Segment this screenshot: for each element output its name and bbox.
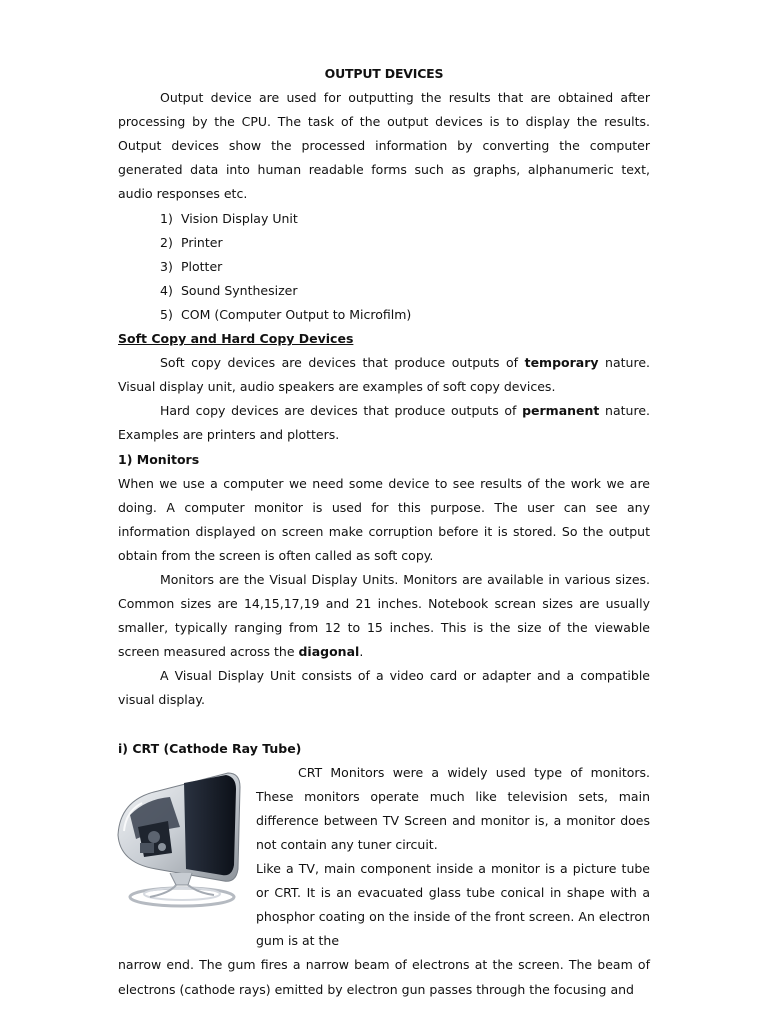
monitors-paragraph-2: Monitors are the Visual Display Units. Monitors are available in various sizes. Common sizes are 14,15,17,19 and 21 inches. Notebook screan sizes are usually smaller, typically ranging from 12 to 15 inches. This is the size of the viewable screen measured across the diagonal. xyxy=(118,571,650,660)
temporary-term: temporary xyxy=(524,355,599,371)
list-item xyxy=(160,231,650,255)
list-item xyxy=(160,255,650,279)
list-number: 2) xyxy=(160,234,173,250)
diagonal-term: diagonal xyxy=(298,644,360,660)
list-label: Vision Display Unit xyxy=(181,210,298,226)
monitors-paragraph-1: When we use a computer we need some device to see results of the work we are doing. A computer monitor is used for this purpose. The user can see any information displayed on screen make corruption before it is stored. So the output obtain from the screen is often called as soft copy. xyxy=(118,475,650,563)
crt-monitor-image xyxy=(110,765,244,913)
monitors-paragraph-3: A Visual Display Unit consists of a video card or adapter and a compatible visual display. xyxy=(118,668,650,708)
page-title: OUTPUT DEVICES xyxy=(324,66,444,81)
crt-text-block xyxy=(256,761,650,954)
document-page xyxy=(118,62,650,1002)
list-item xyxy=(160,207,650,231)
list-label: COM (Computer Output to Microfilm) xyxy=(181,306,412,322)
list-item xyxy=(160,303,650,327)
list-item xyxy=(160,279,650,303)
list-number: 3) xyxy=(160,258,173,274)
hard-copy-paragraph: Hard copy devices are devices that produce outputs of permanent nature. Examples are printers and plotters. xyxy=(118,403,650,443)
crt-section xyxy=(118,761,650,954)
permanent-term: permanent xyxy=(522,403,600,419)
crt-heading: i) CRT (Cathode Ray Tube) xyxy=(118,740,302,756)
crt-paragraph-1: CRT Monitors were a widely used type of monitors. These monitors operate much like television sets, main difference between TV Screen and monitor is, a monitor does not contain any tuner circuit. xyxy=(256,764,650,852)
list-number: 4) xyxy=(160,282,173,298)
crt-paragraph-3: narrow end. The gum fires a narrow beam of electrons at the screen. The beam of electrons (cathode rays) emitted by electron gun passes through the focusing and xyxy=(118,957,650,997)
device-list xyxy=(118,207,650,327)
crt-paragraph-2: Like a TV, main component inside a monitor is a picture tube or CRT. It is an evacuated glass tube conical in shape with a phosphor coating on the inside of the front screen. An electron gum is at the xyxy=(256,861,650,949)
list-label: Sound Synthesizer xyxy=(181,282,298,298)
list-number: 5) xyxy=(160,306,173,322)
intro-paragraph: Output device are used for outputting the results that are obtained after processing by the CPU. The task of the output devices is to display the results. Output devices show the processed information by converting the computer generated data into human readable forms such as graphs, alphanumeric text, audio responses etc. xyxy=(118,90,650,202)
list-label: Plotter xyxy=(181,258,223,274)
monitors-heading: 1) Monitors xyxy=(118,451,200,467)
soft-hard-heading: Soft Copy and Hard Copy Devices xyxy=(118,331,354,347)
spacer xyxy=(118,713,650,737)
list-number: 1) xyxy=(160,210,173,226)
list-label: Printer xyxy=(181,234,223,250)
soft-copy-paragraph: Soft copy devices are devices that produce outputs of temporary nature. Visual display unit, audio speakers are examples of soft copy devices. xyxy=(118,355,650,395)
